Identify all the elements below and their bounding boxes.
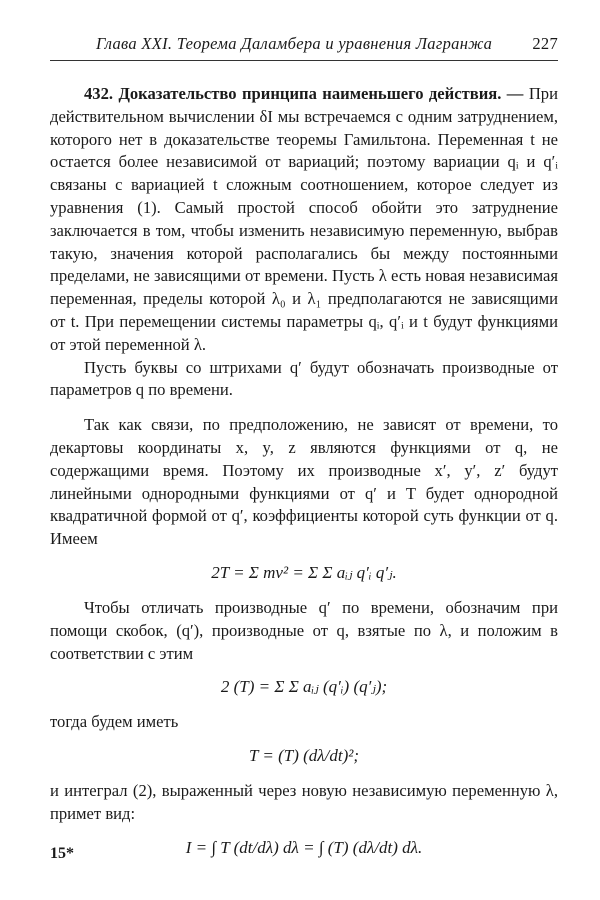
header-rule	[50, 60, 558, 61]
paragraph-4: Чтобы отличать производные q′ по времени, обозначим при помощи скобок, (q′), производные от q, взятые по λ, и положим в соответствии с этим	[50, 597, 558, 663]
running-header	[96, 34, 558, 54]
formula-2: 2 (T) = Σ Σ aᵢⱼ (q′ᵢ) (q′ⱼ);	[220, 677, 388, 697]
section-title: 432. Доказательство принципа наименьшего действия. —	[84, 84, 524, 103]
chapter-title: Глава XXI. Теорема Даламбера и уравнения Лагранжа	[96, 34, 493, 53]
page	[50, 34, 558, 872]
paragraph-5: тогда будем иметь	[50, 712, 179, 732]
paragraph-6: и интеграл (2), выраженный через новую независимую переменную λ, примет вид:	[50, 781, 558, 823]
section-432	[50, 83, 558, 858]
section-paragraph-1	[50, 83, 558, 357]
paragraph-1-text: При действительном вычислении δI мы встречаемся с одним затруднением, которого нет в доказательстве теоремы Гамильтона. Переменная t не остается более независимой от вариаций; поэтому вариации qᵢ и q′ᵢ связаны с вариацией t сложным соотношением, которое следует из уравнения (1). Самый простой способ обойти это затруднение заключается в том, чтобы изменить независимую переменную, выбрав такую, значения которой располагались бы между постоянными пределами, не зависящими от времени. Пусть λ есть новая независимая переменная, пределы которой λ₀ и λ₁ предполагаются не зависящими от t. При перемещении системы параметры qᵢ, q′ᵢ и t будут функциями от этой переменной λ.	[50, 84, 558, 354]
formula-3: T = (T) (dλ/dt)²;	[248, 746, 360, 766]
formula-1: 2T = Σ mv² = Σ Σ aᵢⱼ q′ᵢ q′ⱼ.	[211, 562, 397, 582]
paragraph-3: Так как связи, по предположению, не зависят от времени, то декартовы координаты x, y, z являются функциями от q, не содержащими время. Поэтому их производные x′, y′, z′ будут линейными однородными функциями от q′ и T будет однородной квадратичной формой от q′, коэффициенты которой суть функции от q. Имеем	[50, 415, 558, 549]
paragraph-2: Пусть буквы со штрихами q′ будут обозначать производные от параметров q по времени.	[50, 357, 558, 400]
formula-4: I = ∫ T (dt/dλ) dλ = ∫ (T) (dλ/dt) dλ.	[185, 837, 423, 857]
page-number: 227	[532, 34, 558, 53]
signature-mark: 15*	[50, 845, 74, 862]
